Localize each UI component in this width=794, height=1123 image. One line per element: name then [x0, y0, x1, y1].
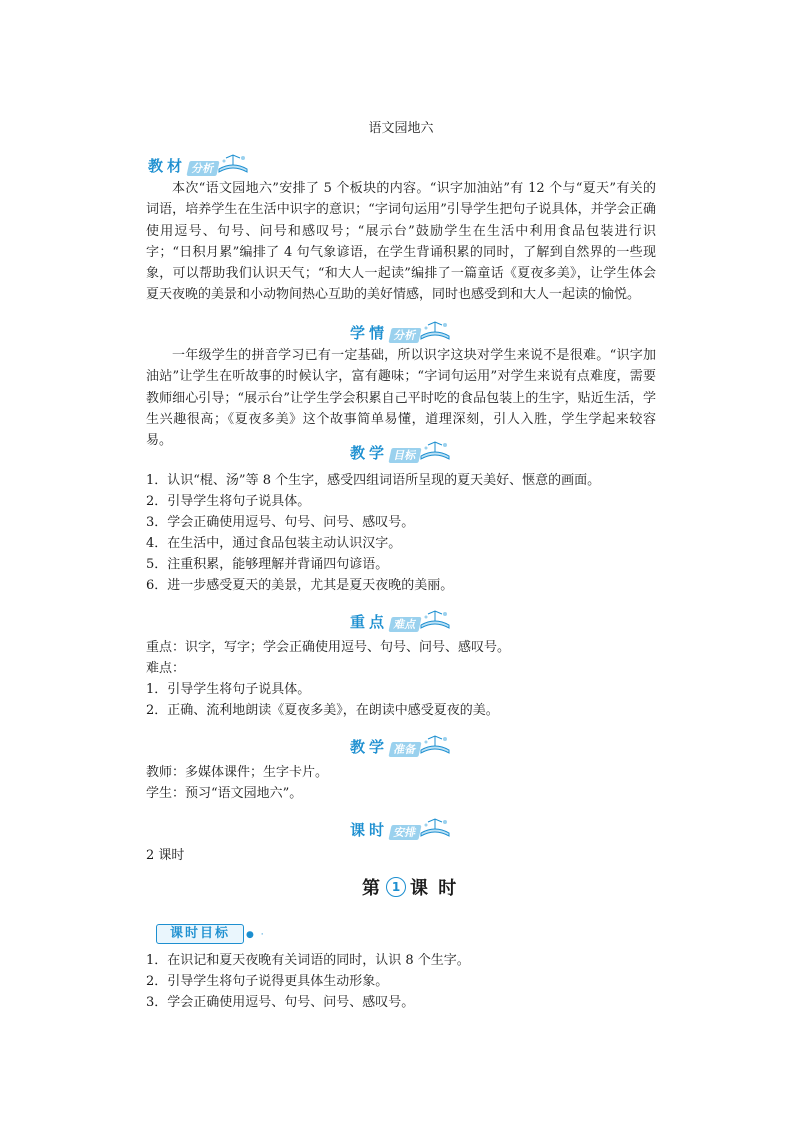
- teacher-prep: 教师：多媒体课件；生字卡片。: [146, 765, 329, 780]
- list-item: 5．注重积累，能够理解并背诵四句谚语。: [146, 557, 389, 572]
- lesson-count: 2 课时: [146, 848, 185, 863]
- difficulty-label: 难点：: [146, 661, 186, 676]
- book-icon: [418, 319, 452, 343]
- section-header-zhunbei: 教学 准备: [350, 731, 452, 757]
- book-icon: [418, 439, 452, 463]
- list-item: 2．引导学生将句子说具体。: [146, 494, 311, 509]
- list-item: 1．认识“棍、汤”等 8 个生字，感受四组词语所呈现的夏天美好、惬意的画面。: [146, 473, 601, 488]
- book-icon: [418, 608, 452, 632]
- book-icon: [418, 733, 452, 757]
- list-item: 2．正确、流利地朗读《夏夜多美》，在朗读中感受夏夜的美。: [146, 703, 499, 718]
- list-item: 3．学会正确使用逗号、句号、问号、感叹号。: [146, 995, 415, 1010]
- section-header-xueqing: 学情 分析: [350, 317, 452, 343]
- section-header-keshi: 课时 安排: [350, 814, 452, 840]
- xueqing-paragraph: 一年级学生的拼音学习已有一定基础，所以识字这块对学生来说不是很难。“识字加油站”让学生在听故事的时候认字，富有趣味；“字词句运用”对学生来说有点难度，需要教师细心引导；“展示台”让学生学会积累自己平时吃的食品包装上的生字，贴近生活，学生兴趣很高；《夏夜多美》这个故事简单易懂，道理深刻，引人入胜，学生学起来较容易。: [146, 348, 656, 449]
- jiaocai-paragraph: 本次“语文园地六”安排了 5 个板块的内容。“识字加油站”有 12 个与“夏天”有关的词语，培养学生在生活中识字的意识；“字词句运用”引导学生把句子说具体，并学会正确使用逗号、句号、问号和感叹号；“展示台”鼓励学生在生活中利用食品包装进行识字；“日积月累”编排了 4 句气象谚语，在学生背诵积累的同时，了解到自然界的一些现象，可以帮助我们认识天气；“和大人一起读”编排了一篇童话《夏夜多美》，让学生体会夏天夜晚的美景和小动物间热心互助的美好情感，同时也感受到和大人一起读的愉悦。: [146, 181, 656, 303]
- lesson-goal-badge: 课时目标 ● ·: [156, 922, 274, 944]
- page-title: 语文园地六: [368, 121, 434, 136]
- key-point-line: 重点：识字，写字；学会正确使用逗号、句号、问号、感叹号。: [146, 640, 511, 655]
- list-item: 2．引导学生将句子说得更具体生动形象。: [146, 974, 389, 989]
- student-prep: 学生：预习“语文园地六”。: [146, 786, 303, 801]
- book-icon: [418, 816, 452, 840]
- list-item: 4．在生活中，通过食品包装主动认识汉字。: [146, 536, 402, 551]
- lesson-title: 第 1 课 时: [362, 878, 459, 899]
- section-header-zhongdian: 重点 难点: [350, 606, 452, 632]
- dots-decoration: ● ·: [246, 930, 266, 940]
- list-item: 6．进一步感受夏天的美景，尤其是夏天夜晚的美丽。: [146, 578, 454, 593]
- list-item: 1．在识记和夏天夜晚有关词语的同时，认识 8 个生字。: [146, 953, 470, 968]
- lesson-number-badge: 1: [386, 877, 406, 897]
- book-icon: [216, 152, 250, 176]
- list-item: 3．学会正确使用逗号、句号、问号、感叹号。: [146, 515, 415, 530]
- list-item: 1．引导学生将句子说具体。: [146, 682, 311, 697]
- section-header-mubiao: 教学 目标: [350, 437, 452, 463]
- section-header-jiaocai: 教材 分析: [148, 150, 250, 176]
